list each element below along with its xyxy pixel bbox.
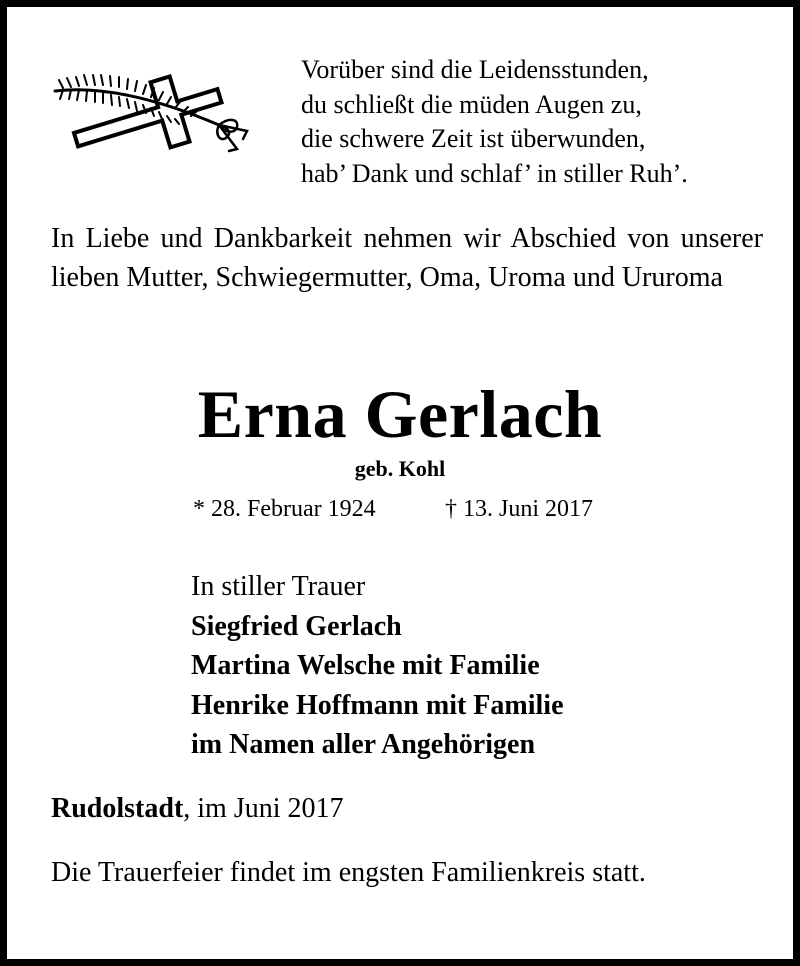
funeral-note: Die Trauerfeier findet im engsten Familienkreis statt. <box>51 857 646 888</box>
mourner-name: Martina Welsche mit Familie <box>191 650 540 681</box>
mourner-name: Siegfried Gerlach <box>191 610 402 642</box>
date-text: , im Juni 2017 <box>183 793 344 824</box>
mourners-block <box>191 567 564 765</box>
mourner-name: Henrike Hoffmann mit Familie <box>191 689 564 721</box>
mourner-name: im Namen aller Angehörigen <box>191 729 536 760</box>
deceased-name: Erna Gerlach <box>197 376 603 452</box>
place-date-line <box>51 791 344 827</box>
death-date: † 13. Juni 2017 <box>445 496 594 522</box>
birth-name: geb. Kohl <box>354 456 446 481</box>
place-name: Rudolstadt <box>51 793 184 824</box>
poem-line: Vorüber sind die Leidensstunden, <box>301 55 649 84</box>
cross-with-palm-branch-icon <box>51 61 265 157</box>
mourners-heading: In stiller Trauer <box>191 571 366 602</box>
poem-line: du schließt die müden Augen zu, <box>301 89 642 119</box>
intro-text: In Liebe und Dankbarkeit nehmen wir Abschied von unserer lieben Mutter, Schwiegermutter, Oma, Uroma und Ururoma <box>51 223 763 293</box>
poem-line: hab’ Dank und schlaf’ in stiller Ruh’. <box>301 158 688 188</box>
poem <box>301 53 781 191</box>
birth-date: * 28. Februar 1924 <box>193 496 376 522</box>
poem-line: die schwere Zeit ist überwunden, <box>301 124 646 153</box>
